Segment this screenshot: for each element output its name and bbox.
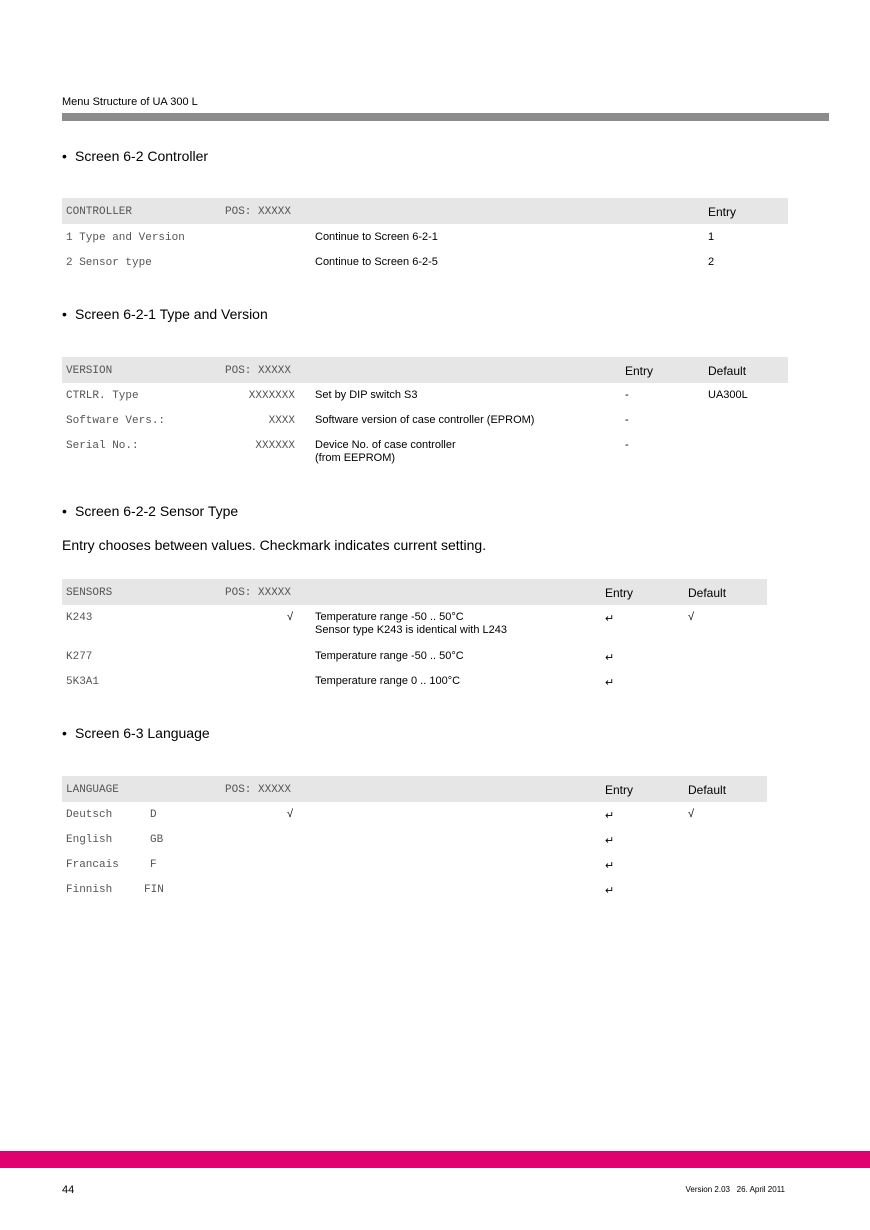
row-name: English (66, 834, 113, 846)
row-name: 5K3A1 (66, 676, 100, 688)
header-pos: POS: XXXXX (225, 784, 292, 796)
row-code: FIN (144, 884, 164, 896)
section-heading-controller (62, 148, 208, 164)
row-code: GB (150, 834, 164, 846)
bullet: • (62, 148, 67, 164)
enter-key-icon: ↵ (605, 860, 615, 872)
header-entry: Entry (605, 586, 634, 600)
heading-text: Screen 6-2 Controller (75, 148, 209, 164)
row-entry: - (625, 439, 629, 451)
row-desc: Device No. of case controller (315, 439, 456, 451)
table-row (62, 611, 767, 641)
row-name: 1 Type and Version (66, 232, 185, 244)
table-row (62, 858, 767, 874)
row-name: Deutsch (66, 809, 113, 821)
row-code: D (150, 809, 157, 821)
header-default: Default (688, 586, 727, 600)
page-number: 44 (62, 1184, 75, 1196)
enter-key-icon: ↵ (605, 652, 615, 664)
enter-key-icon: ↵ (605, 677, 615, 689)
section-heading-version (62, 306, 268, 322)
language-table (62, 776, 767, 901)
row-value: XXXXXX (255, 440, 295, 452)
row-desc: Set by DIP switch S3 (315, 389, 418, 401)
row-value: XXXXXXX (248, 390, 295, 402)
header-name: CONTROLLER (66, 206, 133, 218)
row-name: Finnish (66, 884, 113, 896)
table-row (62, 231, 788, 247)
table-row (62, 675, 767, 691)
row-desc: Continue to Screen 6-2-1 (315, 231, 438, 243)
header-default: Default (708, 364, 747, 378)
row-desc: Temperature range -50 .. 50°C (315, 650, 464, 662)
table-header-row (62, 776, 767, 802)
heading-text: Screen 6-3 Language (75, 725, 210, 741)
row-desc-line2: (from EEPROM) (315, 452, 396, 464)
bullet: • (62, 306, 67, 322)
row-default-check: √ (688, 808, 695, 820)
header-name: LANGUAGE (66, 784, 119, 796)
row-desc: Software version of case controller (EPROM) (315, 414, 535, 426)
table-row (62, 256, 788, 272)
header-default: Default (688, 783, 727, 797)
row-name: Software Vers.: (66, 415, 166, 427)
heading-text: Screen 6-2-2 Sensor Type (75, 503, 239, 519)
table-row (62, 389, 788, 405)
header-pos: POS: XXXXX (225, 587, 292, 599)
row-entry: - (625, 389, 629, 401)
row-desc: Temperature range -50 .. 50°C (315, 611, 464, 623)
table-header-row (62, 198, 788, 224)
row-name: CTRLR. Type (66, 390, 139, 402)
running-header: Menu Structure of UA 300 L (62, 96, 198, 108)
heading-text: Screen 6-2-1 Type and Version (75, 306, 268, 322)
table-row (62, 439, 788, 469)
row-value: XXXX (268, 415, 295, 427)
header-name: VERSION (66, 365, 113, 377)
section-heading-sensor-type (62, 503, 238, 519)
row-current-check: √ (286, 808, 293, 820)
row-code: F (150, 859, 157, 871)
controller-table (62, 198, 788, 278)
version-table (62, 357, 788, 472)
row-name: K277 (66, 651, 93, 663)
header-pos: POS: XXXXX (225, 365, 292, 377)
table-row (62, 833, 767, 849)
header-pos: POS: XXXXX (225, 206, 292, 218)
table-header-row (62, 579, 767, 605)
row-name: K243 (66, 612, 93, 624)
row-default: UA300L (708, 389, 748, 401)
row-desc: Continue to Screen 6-2-5 (315, 256, 438, 268)
sensor-intro-text: Entry chooses between values. Checkmark indicates current setting. (62, 537, 487, 553)
row-name: Francais (66, 859, 119, 871)
header-entry: Entry (625, 364, 654, 378)
bullet: • (62, 503, 67, 519)
row-entry: 2 (708, 256, 715, 268)
version-info: Version 2.03 26. April 2011 (685, 1185, 785, 1194)
row-default-check: √ (688, 611, 695, 623)
header-name: SENSORS (66, 587, 113, 599)
header-rule (62, 113, 829, 121)
table-row (62, 808, 767, 824)
table-row (62, 650, 767, 666)
enter-key-icon: ↵ (605, 810, 615, 822)
row-desc: Temperature range 0 .. 100°C (315, 675, 461, 687)
header-entry: Entry (605, 783, 634, 797)
bullet: • (62, 725, 67, 741)
enter-key-icon: ↵ (605, 835, 615, 847)
row-entry: - (625, 414, 629, 426)
sensors-table (62, 579, 767, 694)
table-header-row (62, 357, 788, 383)
footer-bar (0, 1151, 870, 1168)
row-name: 2 Sensor type (66, 257, 152, 269)
enter-key-icon: ↵ (605, 613, 615, 625)
row-name: Serial No.: (66, 440, 139, 452)
row-desc-line2: Sensor type K243 is identical with L243 (315, 624, 508, 636)
enter-key-icon: ↵ (605, 885, 615, 897)
table-row (62, 414, 788, 430)
header-entry: Entry (708, 205, 737, 219)
row-entry: 1 (708, 231, 715, 243)
row-current-check: √ (286, 611, 293, 623)
table-row (62, 883, 767, 899)
section-heading-language (62, 725, 210, 741)
